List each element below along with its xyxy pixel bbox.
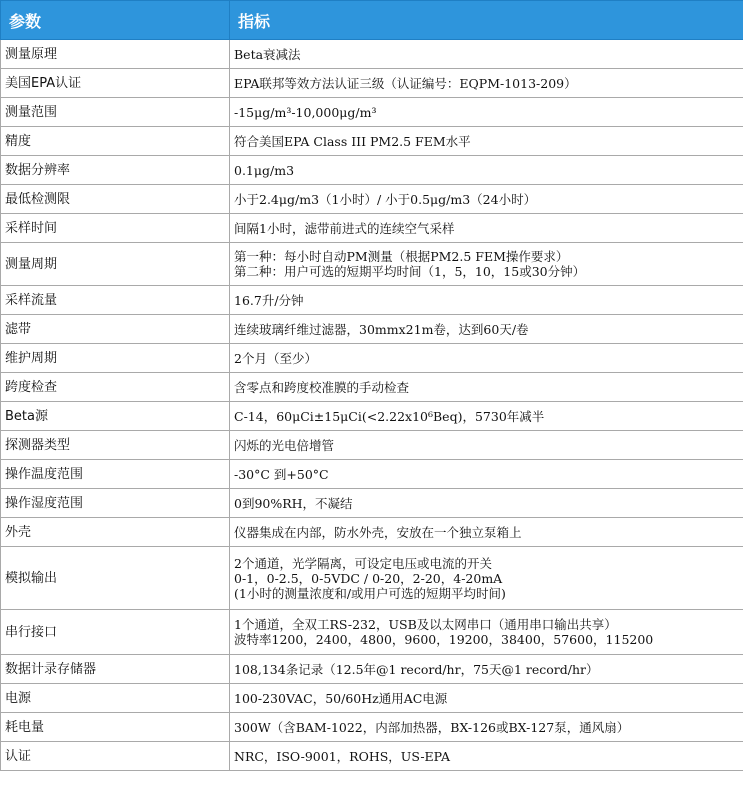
param-cell: 滤带 <box>1 315 230 344</box>
spec-cell <box>230 518 743 547</box>
param-cell: 操作温度范围 <box>1 460 230 489</box>
param-cell: 美国EPA认证 <box>1 69 230 98</box>
spec-cell <box>230 489 743 518</box>
table-row <box>1 373 743 402</box>
spec-line: 108,134条记录（12.5年@1 record/hr，75天@1 record/hr） <box>234 661 599 677</box>
spec-line: 仪器集成在内部，防水外壳，安放在一个独立泵箱上 <box>234 524 522 540</box>
param-cell: Beta源 <box>1 402 230 431</box>
table-row <box>1 286 743 315</box>
param-cell: 操作湿度范围 <box>1 489 230 518</box>
param-cell: 串行接口 <box>1 610 230 655</box>
spec-cell <box>230 315 743 344</box>
table-row <box>1 431 743 460</box>
spec-line: (1小时的测量浓度和/或用户可选的短期平均时间) <box>234 585 506 601</box>
spec-line: 含零点和跨度校准膜的手动检查 <box>234 379 410 395</box>
spec-line: 闪烁的光电倍增管 <box>234 437 335 453</box>
spec-line: 波特率1200，2400，4800，9600，19200，38400，57600，115200 <box>234 632 654 647</box>
param-cell: 精度 <box>1 127 230 156</box>
table-row <box>1 127 743 156</box>
param-cell: 认证 <box>1 742 230 771</box>
table-row <box>1 460 743 489</box>
spec-line: 300W（含BAM-1022，内部加热器，BX-126或BX-127泵，通风扇） <box>234 719 630 735</box>
table-row <box>1 69 743 98</box>
spec-line: 0.1μg/m3 <box>234 162 295 178</box>
spec-line: 间隔1小时，滤带前进式的连续空气采样 <box>234 220 455 236</box>
table-row <box>1 40 743 69</box>
param-cell: 电源 <box>1 684 230 713</box>
spec-line: 1个通道，全双工RS-232，USB及以太网串口（通用串口输出共享） <box>234 617 617 632</box>
spec-cell <box>230 214 743 243</box>
param-cell: 数据计录存储器 <box>1 655 230 684</box>
spec-line: -15μg/m³-10,000μg/m³ <box>234 104 377 120</box>
table-row <box>1 518 743 547</box>
spec-line: 100-230VAC，50/60Hz通用AC电源 <box>234 690 448 706</box>
header-spec: 指标 <box>230 1 743 40</box>
param-cell: 测量周期 <box>1 243 230 286</box>
table-row <box>1 610 743 655</box>
table-row <box>1 243 743 286</box>
spec-cell <box>230 431 743 460</box>
spec-line: 小于2.4μg/m3（1小时）/ 小于0.5μg/m3（24小时） <box>234 191 537 207</box>
spec-line: 0-1，0-2.5，0-5VDC / 0-20，2-20，4-20mA <box>234 570 503 586</box>
table-row <box>1 742 743 771</box>
table-header-row <box>1 1 743 40</box>
table-row <box>1 655 743 684</box>
spec-line: 第一种：每小时自动PM测量（根据PM2.5 FEM操作要求） <box>234 249 569 264</box>
spec-cell <box>230 69 743 98</box>
spec-cell <box>230 610 743 655</box>
spec-cell <box>230 713 743 742</box>
spec-line: 连续玻璃纤维过滤器，30mmx21m卷，达到60天/卷 <box>234 321 529 337</box>
spec-cell <box>230 156 743 185</box>
spec-cell <box>230 286 743 315</box>
spec-line: 2个月（至少） <box>234 350 317 366</box>
spec-line: EPA联邦等效方法认证三级（认证编号：EQPM-1013-209） <box>234 75 577 91</box>
spec-line: Beta衰减法 <box>234 46 301 62</box>
spec-cell <box>230 98 743 127</box>
param-cell: 测量范围 <box>1 98 230 127</box>
header-param: 参数 <box>1 1 230 40</box>
table-row <box>1 489 743 518</box>
spec-cell <box>230 243 743 286</box>
table-row <box>1 156 743 185</box>
param-cell: 耗电量 <box>1 713 230 742</box>
spec-line: C-14，60μCi±15μCi(<2.22x10⁶Beq)，5730年减半 <box>234 408 545 424</box>
param-cell: 模拟输出 <box>1 547 230 610</box>
spec-line: 第二种：用户可选的短期平均时间（1，5，10，15或30分钟） <box>234 264 586 279</box>
table-row <box>1 547 743 610</box>
param-cell: 采样流量 <box>1 286 230 315</box>
table-row <box>1 214 743 243</box>
spec-cell <box>230 547 743 610</box>
param-cell: 测量原理 <box>1 40 230 69</box>
spec-line: 符合美国EPA Class III PM2.5 FEM水平 <box>234 133 471 149</box>
param-cell: 外壳 <box>1 518 230 547</box>
table-row <box>1 98 743 127</box>
param-cell: 最低检测限 <box>1 185 230 214</box>
spec-line: 2个通道，光学隔离，可设定电压或电流的开关 <box>234 555 492 571</box>
spec-line: -30°C 到+50°C <box>234 466 329 482</box>
table-row <box>1 684 743 713</box>
param-cell: 跨度检查 <box>1 373 230 402</box>
spec-cell <box>230 742 743 771</box>
spec-cell <box>230 655 743 684</box>
spec-line: 0到90%RH，不凝结 <box>234 495 353 511</box>
table-row <box>1 185 743 214</box>
table-row <box>1 344 743 373</box>
spec-cell <box>230 40 743 69</box>
spec-line: NRC，ISO-9001，ROHS，US-EPA <box>234 748 450 764</box>
spec-cell <box>230 344 743 373</box>
table-row <box>1 402 743 431</box>
param-cell: 探测器类型 <box>1 431 230 460</box>
spec-cell <box>230 373 743 402</box>
param-cell: 维护周期 <box>1 344 230 373</box>
spec-cell <box>230 127 743 156</box>
spec-cell <box>230 684 743 713</box>
spec-line: 16.7升/分钟 <box>234 292 304 308</box>
param-cell: 数据分辨率 <box>1 156 230 185</box>
table-row <box>1 713 743 742</box>
param-cell: 采样时间 <box>1 214 230 243</box>
spec-cell <box>230 460 743 489</box>
table-row <box>1 315 743 344</box>
spec-cell <box>230 402 743 431</box>
spec-cell <box>230 185 743 214</box>
